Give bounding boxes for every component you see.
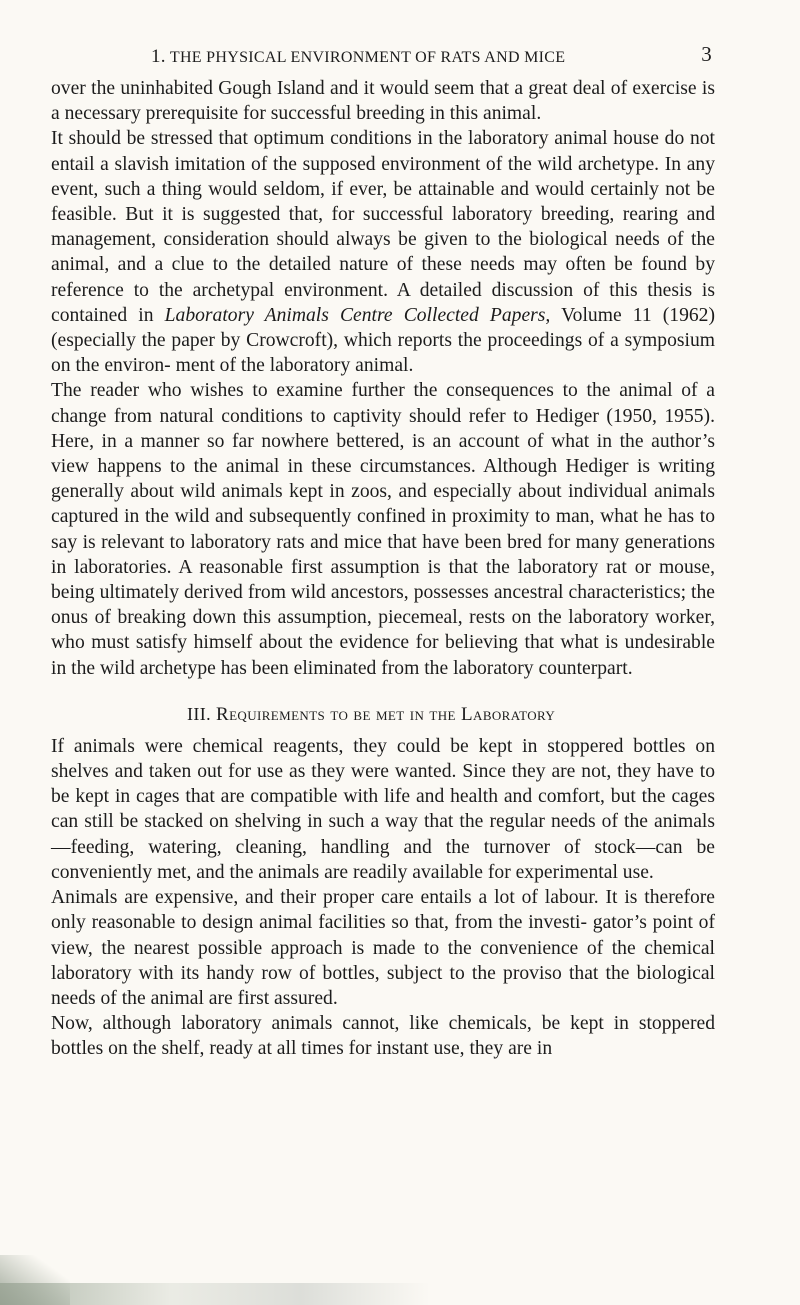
section-paragraph-2: Animals are expensive, and their proper care entails a lot of labour. It is therefore only reasonable to design animal facilities so that, from the investi- gator’s point of view, the nearest possible approach is made to the convenience of the chemical laboratory with its handy row of bottles, subject to the proviso that the biological needs of the animal are first assured. [51,887,715,1009]
chapter-title [151,46,565,68]
page-number: 3 [701,42,712,66]
paragraph-2-tail: Volume 11 (1962) (especially the paper by Crowcroft), which reports the proceedings of a symposium on the environ- ment of the laboratory animal. [51,304,715,377]
paragraph-1: over the uninhabited Gough Island and it would seem that a great deal of exercise is a necessary prerequisite for successful breeding in this animal. [51,78,715,125]
section-title: Requirements to be met in the Laboratory [216,703,556,725]
paragraph-2-text: It should be stressed that optimum conditions in the laboratory animal house do not entail a slavish imitation of the supposed environment of the wild archetype. In any event, such a thing would seldom, if ever, be attainable and would certainly not be feasible. But it is suggested that, for successful laboratory breeding, rearing and management, consideration should always be given to the biological needs of the animal, and a clue to the detailed nature of these needs may often be found by reference to the archetypal environment. A detailed discussion of this thesis is contained in [51,128,715,326]
paragraph-2 [51,126,715,378]
section-heading [187,703,715,726]
chapter-number: 1. [151,46,166,67]
section-paragraph-1: If animals were chemical reagents, they could be kept in stoppered bottles on shelves and taken out for use as they were wanted. Since they are not, they have to be kept in cages that are compatible with life and health and comfort, but the cages can still be stacked on shelving in such a way that the regular needs of the animals—feeding, watering, cleaning, handling and the turnover of stock—can be conveniently met, and the animals are readily available for experimental use. [51,735,715,883]
paragraph-3: The reader who wishes to examine further the consequences to the animal of a change from natural conditions to captivity should refer to Hediger (1950, 1955). Here, in a manner so far nowhere bettered, is an account of what in the author’s view happens to the animal in these circumstances. Although Hediger is writing generally about wild animals kept in zoos, and especially about individual animals captured in the wild and subsequently confined in proximity to man, what he has to say is relevant to laboratory rats and mice that have been bred for many generations in laboratories. A reasonable first assumption is that the laboratory rat or mouse, being ultimately derived from wild ancestors, possesses ancestral characteristics; the onus of breaking down this assumption, piecemeal, rests on the laboratory worker, who must satisfy himself about the evidence for believing that what is undesirable in the wild archetype has been eliminated from the laboratory counterpart. [51,380,715,679]
section-paragraph-3: Now, although laboratory animals cannot, like chemicals, be kept in stoppered bottles on the shelf, ready at all times for instant use, they are in [51,1013,715,1060]
chapter-title-text: THE PHYSICAL ENVIRONMENT OF RATS AND MICE [169,49,566,66]
section-numeral: III. [187,703,212,724]
cited-title: Laboratory Animals Centre Collected Papers, [164,304,551,326]
scan-corner-smudge [0,1255,70,1305]
book-page [51,40,715,1062]
running-head [51,40,715,76]
